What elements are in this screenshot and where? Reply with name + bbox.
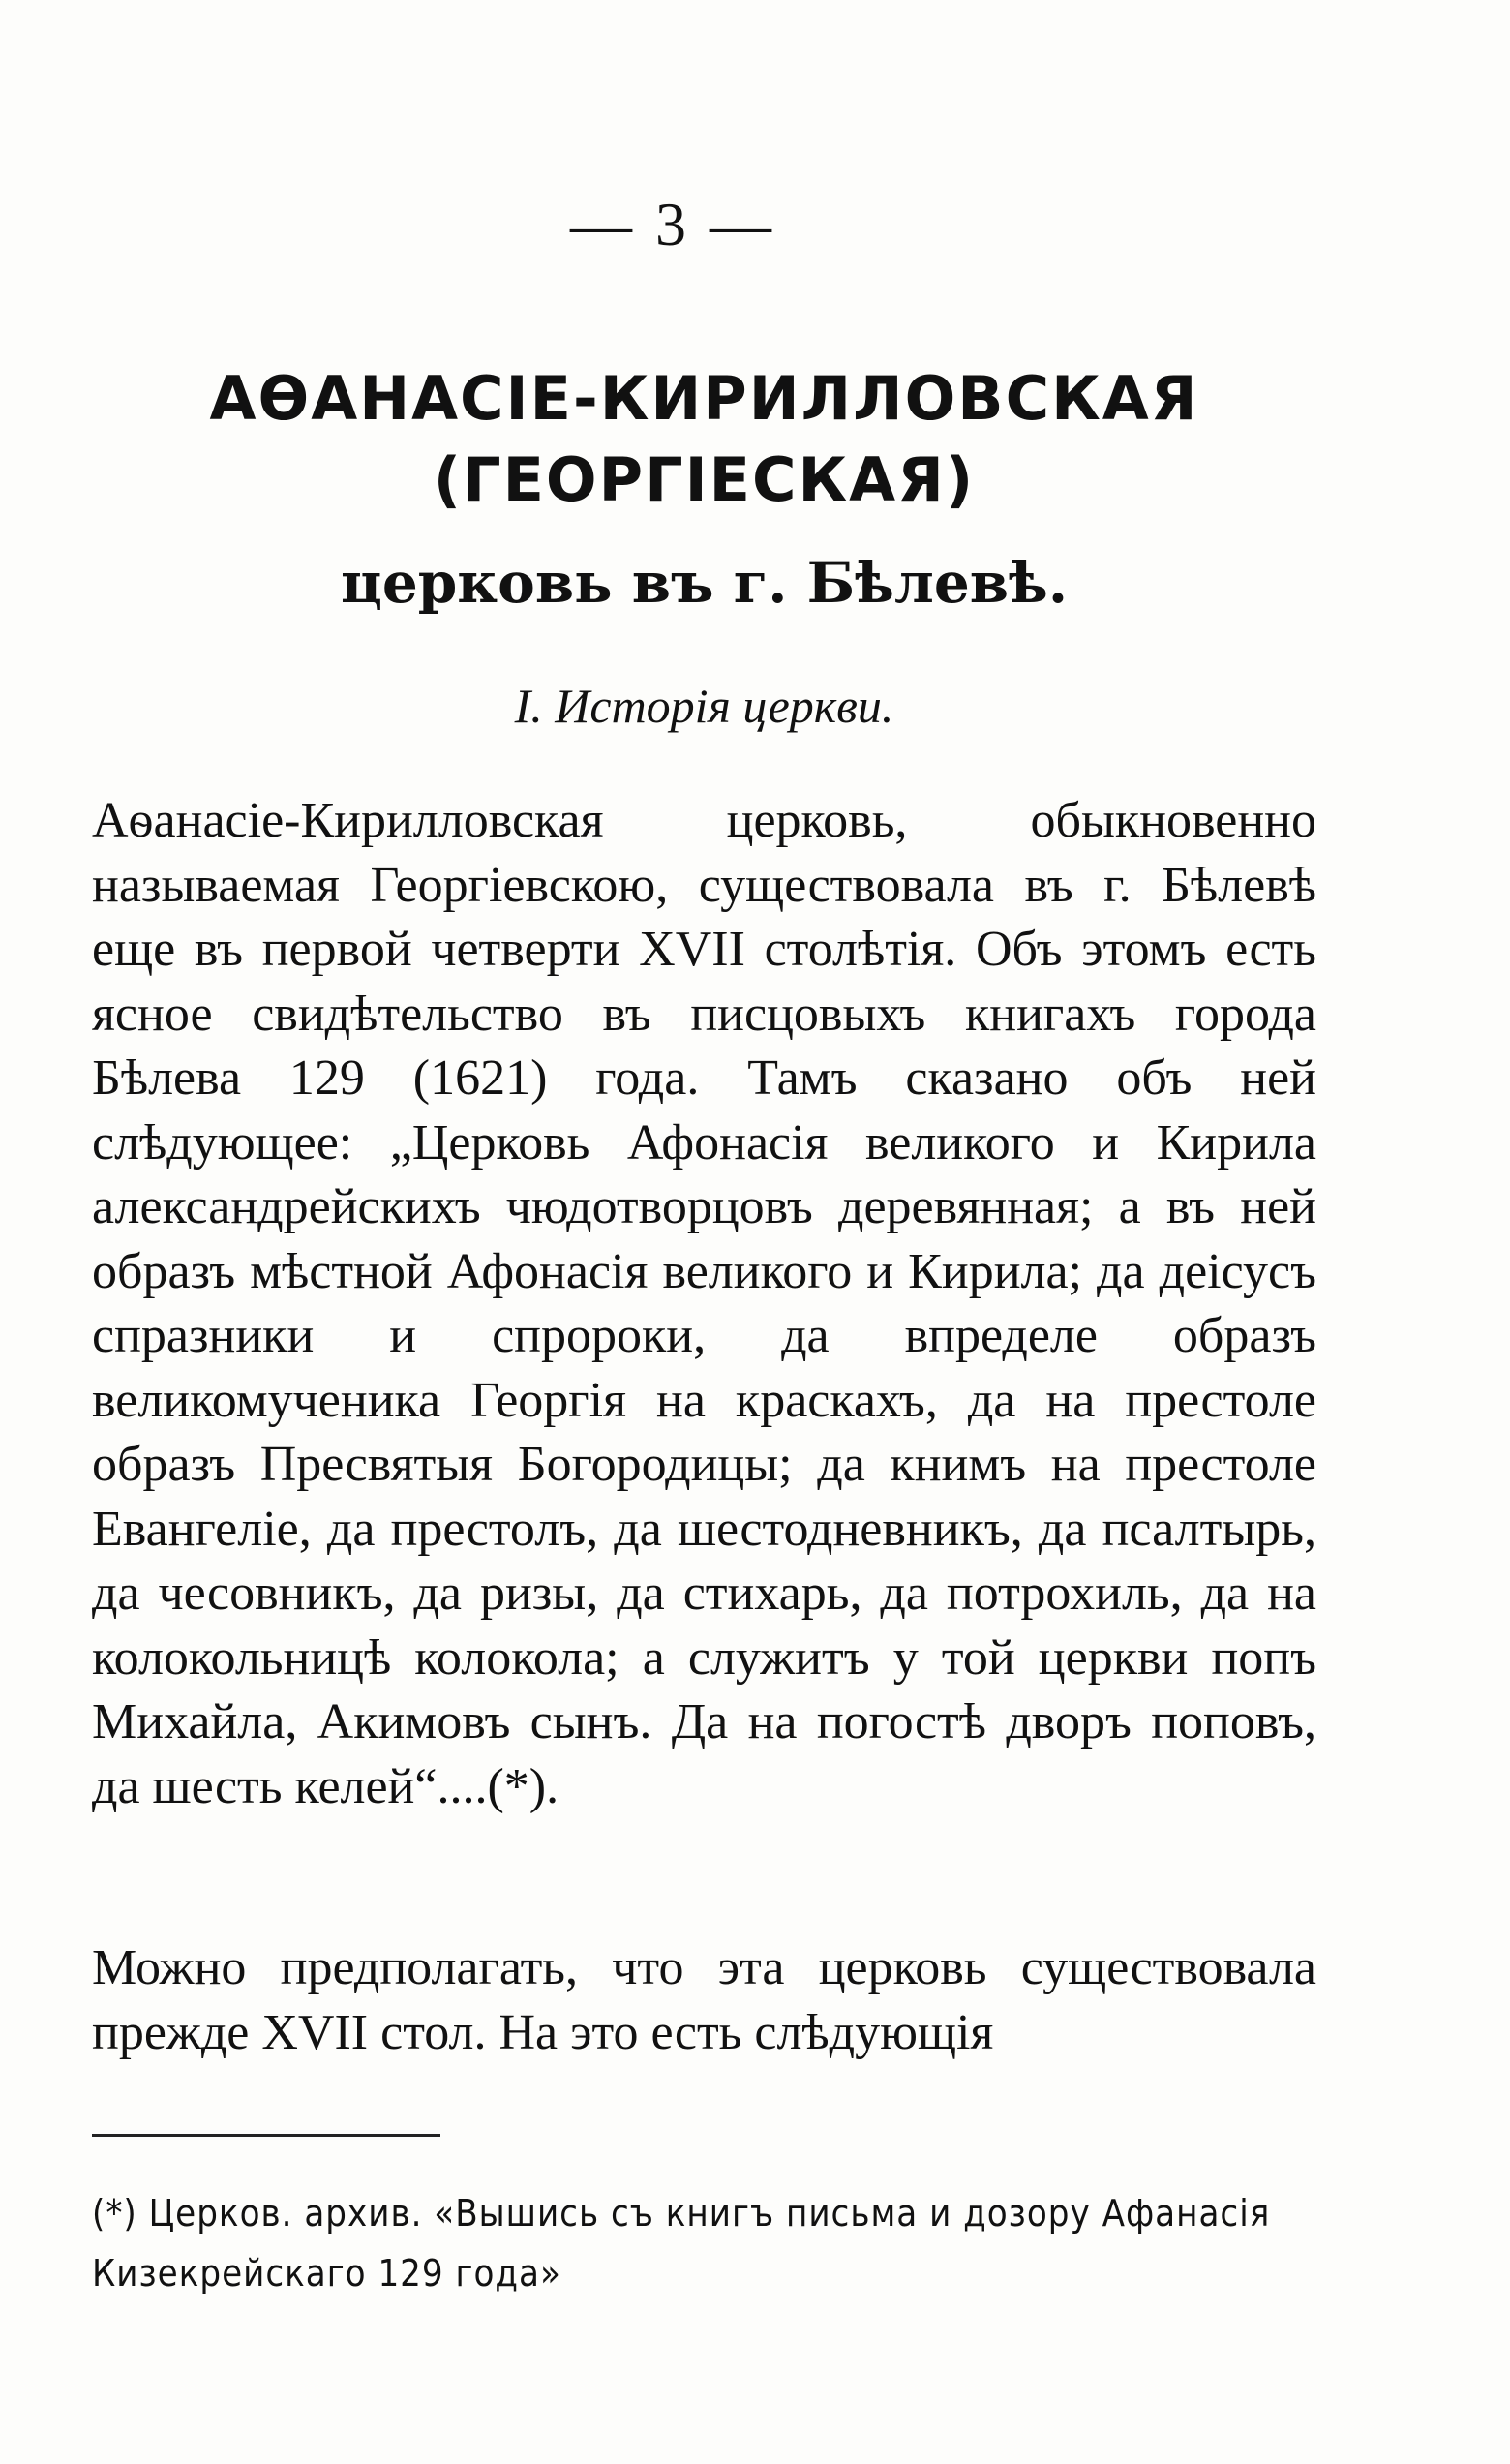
body-paragraph: Аѳанасіе-Кирилловская церковь, обыкновенно называемая Георгіевскою, существовала въ г. Бѣлевѣ еще въ первой четверти XVII столѣтія. Объ этомъ есть ясное свидѣтельство въ писцовыхъ книгахъ города Бѣлева 129 (1621) года. Тамъ сказано объ ней слѣдующее: „Церковь Афонасія великого и Кирила александрейскихъ чюдотворцовъ деревянная; а въ ней образъ мѣстной Афонасія великого и Кирила; да деісусъ спразники и спророки, да впределе образъ великомученика Георгія на краскахъ, да на престоле образъ Пресвятыя Богородицы; да книмъ на престоле Евангеліе, да престолъ, да шестодневникъ, да псалтырь, да чесовникъ, да ризы, да стихарь, да потрохиль, да на колокольницѣ колокола; а служитъ у той церкви попъ Михайла, Акимовъ сынъ. Да на погостѣ дворъ поповъ, да шесть келей“....(*). — [92, 793, 1316, 1814]
chapter-title: АѲАНАСІЕ-КИРИЛЛОВСКАЯ (ГЕОРГІЕСКАЯ) — [209, 363, 1199, 515]
section-heading: I. Исторія церкви. — [514, 679, 894, 733]
footnote: (*) Церков. архив. «Вышись съ книгъ письма и дозору Афанасія Кизекрейскаго 129 года» — [92, 2192, 1271, 2295]
body-paragraph: Можно предполагать, что эта церковь существовала прежде XVII стол. На это есть слѣдующія — [92, 1940, 1316, 2060]
chapter-subtitle: церковь въ г. Бѣлевѣ. — [340, 550, 1069, 616]
footnote-divider — [92, 2134, 440, 2137]
page-number: — 3 — — [570, 190, 775, 259]
